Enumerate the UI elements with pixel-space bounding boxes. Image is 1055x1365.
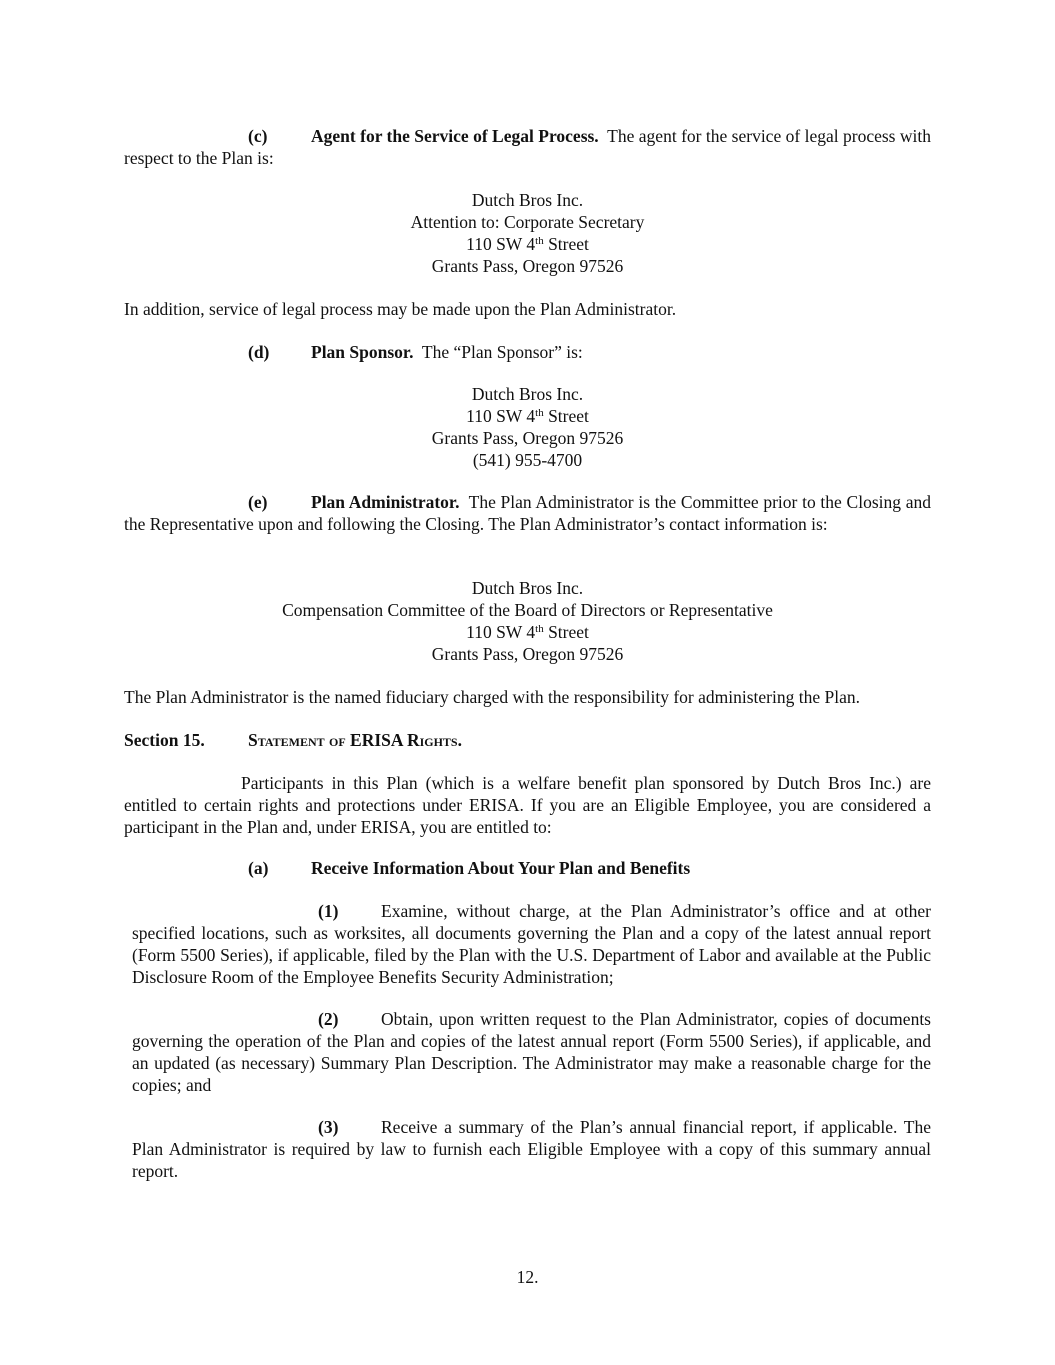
address-d-line3: Grants Pass, Oregon 97526 xyxy=(431,428,624,448)
paragraph-item-c xyxy=(124,125,931,169)
section-15-intro: Participants in this Plan (which is a welfare benefit plan sponsored by Dutch Bros Inc.) are entitled to certain rights and protections under ERISA. If you are an Eligible Employee, you are considered a participant in the Plan and, under ERISA, you are entitled to: xyxy=(124,773,931,837)
item-e-label: (e) xyxy=(248,492,268,512)
address-e-line1: Dutch Bros Inc. xyxy=(471,578,584,598)
item-d-label: (d) xyxy=(248,342,270,362)
address-c-line2: Attention to: Corporate Secretary xyxy=(410,212,645,232)
item-c-heading: Agent for the Service of Legal Process. xyxy=(311,126,599,146)
sub-item-2 xyxy=(132,1008,931,1096)
paragraph-item-a xyxy=(124,857,931,879)
item-d-text: The “Plan Sponsor” is: xyxy=(421,342,583,362)
sub-item-3 xyxy=(132,1116,931,1182)
item-c-text: The agent for the service of legal process with respect to the Plan is: xyxy=(124,126,931,168)
page-number: 12. xyxy=(516,1267,539,1287)
address-e-line2: Compensation Committee of the Board of Directors or Representative xyxy=(282,600,773,620)
address-e-street: 110 SW 4th Street xyxy=(466,622,589,642)
sub-item-2-text: Obtain, upon written request to the Plan Administrator, copies of documents governing the operation of the Plan and copies of the latest annual report (Form 5500 Series), if applicable, and an updated (as necessary) Summary Plan Description. The Administrator may make a reasonable charge for the copies; and xyxy=(132,1009,931,1095)
sub-item-3-text: Receive a summary of the Plan’s annual financial report, if applicable. The Plan Administrator is required by law to furnish each Eligible Employee with a copy of this summary annual report. xyxy=(132,1117,931,1181)
address-e-line4: Grants Pass, Oregon 97526 xyxy=(431,644,624,664)
address-c-line1: Dutch Bros Inc. xyxy=(471,190,584,210)
paragraph-item-d xyxy=(124,341,931,363)
sub-item-1-text: Examine, without charge, at the Plan Administrator’s office and at other specified locations, such as worksites, all documents governing the Plan and a copy of the latest annual report (Form 5500 Series), if applicable, filed by the Plan with the U.S. Department of Labor and available at the Public Disclosure Room of the Employee Benefits Security Administration; xyxy=(132,901,931,987)
sub-item-3-label: (3) xyxy=(318,1117,339,1137)
address-block-d xyxy=(124,383,931,471)
address-block-c xyxy=(124,189,931,277)
addition-paragraph: In addition, service of legal process may be made upon the Plan Administrator. xyxy=(124,299,677,319)
section-15-heading xyxy=(124,729,931,751)
sub-item-2-label: (2) xyxy=(318,1009,339,1029)
item-a-heading: Receive Information About Your Plan and Benefits xyxy=(311,858,691,878)
address-d-phone: (541) 955-4700 xyxy=(472,450,583,470)
item-d-heading: Plan Sponsor. xyxy=(311,342,414,362)
section-15-number: Section 15. xyxy=(124,730,205,750)
address-c-street: 110 SW 4th Street xyxy=(466,234,589,254)
item-a-label: (a) xyxy=(248,858,269,878)
paragraph-item-e xyxy=(124,491,931,535)
address-block-e xyxy=(124,577,931,665)
sub-item-1-label: (1) xyxy=(318,901,339,921)
address-d-line1: Dutch Bros Inc. xyxy=(471,384,584,404)
address-d-street: 110 SW 4th Street xyxy=(466,406,589,426)
fiduciary-paragraph: The Plan Administrator is the named fiduciary charged with the responsibility for administering the Plan. xyxy=(124,687,860,707)
item-c-label: (c) xyxy=(248,126,268,146)
section-15-title: Statement of ERISA Rights. xyxy=(248,730,462,750)
address-c-line4: Grants Pass, Oregon 97526 xyxy=(431,256,624,276)
sub-item-1 xyxy=(132,900,931,988)
item-e-heading: Plan Administrator. xyxy=(311,492,460,512)
item-e-text: The Plan Administrator is the Committee prior to the Closing and the Representative upon and following the Closing. The Plan Administrator’s contact information is: xyxy=(124,492,931,534)
